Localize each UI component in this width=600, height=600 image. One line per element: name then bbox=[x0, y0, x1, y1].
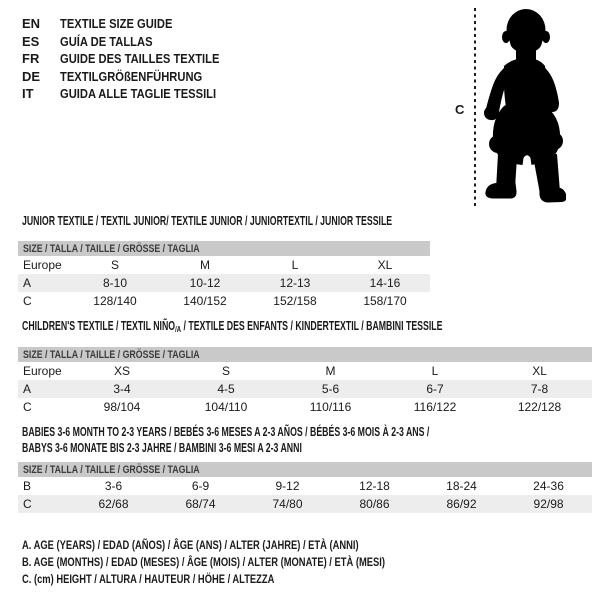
size-band-label: SIZE / TALLA / TAILLE / GRÖSSE / TAGLIA bbox=[23, 349, 200, 361]
table-cell: 68/74 bbox=[157, 495, 244, 513]
table-cell: 10-12 bbox=[160, 274, 250, 292]
table-cell: 86/92 bbox=[418, 495, 505, 513]
table-cell: 24-36 bbox=[533, 479, 564, 493]
table-cell: 12-13 bbox=[250, 274, 340, 292]
language-code: ES bbox=[22, 33, 40, 49]
size-header-band bbox=[18, 241, 430, 256]
table-cell: S bbox=[221, 364, 230, 378]
language-row bbox=[22, 50, 245, 68]
table-cell: C bbox=[23, 294, 32, 308]
children-table-title: CHILDREN'S TEXTILE / TEXTIL NIÑO/A / TEXTILE DES ENFANTS / KINDERTEXTIL / BAMBINI TESSILE bbox=[22, 319, 443, 334]
table-cell: XL bbox=[377, 258, 393, 272]
table-cell: 74/80 bbox=[244, 495, 331, 513]
footnote-a: A. AGE (YEARS) / EDAD (AÑOS) / ÂGE (ANS) / ALTER (JAHRE) / ETÀ (ANNI) bbox=[22, 538, 359, 552]
table-cell: 6-7 bbox=[383, 380, 487, 398]
language-title: TEXTILE SIZE GUIDE bbox=[60, 16, 173, 31]
table-row bbox=[18, 380, 592, 398]
table-row bbox=[18, 292, 430, 310]
size-header-band bbox=[18, 462, 592, 477]
table-cell: 158/170 bbox=[363, 294, 407, 308]
table-cell: 140/152 bbox=[183, 294, 227, 308]
table-cell: L bbox=[291, 258, 299, 272]
table-cell: 6-9 bbox=[191, 479, 210, 493]
language-title: TEXTILGRÖßENFÜHRUNG bbox=[60, 68, 203, 84]
language-row bbox=[22, 85, 245, 103]
language-title: GUIDE DES TAILLES TEXTILE bbox=[60, 51, 220, 66]
toddler-silhouette-icon bbox=[482, 8, 566, 208]
language-title: GUÍA DE TALLAS bbox=[60, 33, 153, 49]
size-band-label: SIZE / TALLA / TAILLE / GRÖSSE / TAGLIA bbox=[23, 243, 200, 255]
table-cell: 12-18 bbox=[359, 479, 390, 493]
table-cell: 18-24 bbox=[446, 479, 477, 493]
table-cell: Europe bbox=[23, 258, 62, 272]
babies-size-table bbox=[18, 462, 592, 513]
table-cell: 8-10 bbox=[70, 274, 160, 292]
height-marker-label: C bbox=[455, 102, 465, 117]
language-code: DE bbox=[22, 68, 41, 84]
footnote-b: B. AGE (MONTHS) / EDAD (MESES) / ÂGE (MOIS) / ALTER (MONATE) / ETÀ (MESI) bbox=[22, 555, 385, 569]
language-row bbox=[22, 33, 245, 51]
table-cell: M bbox=[200, 258, 210, 272]
table-cell: 3-6 bbox=[104, 479, 123, 493]
language-code: FR bbox=[22, 51, 40, 66]
table-cell: 80/86 bbox=[331, 495, 418, 513]
table-cell: 122/128 bbox=[517, 400, 562, 414]
table-cell: L bbox=[431, 364, 439, 378]
table-cell: 116/122 bbox=[413, 400, 457, 414]
table-cell: 3-4 bbox=[70, 380, 174, 398]
size-band-label: SIZE / TALLA / TAILLE / GRÖSSE / TAGLIA bbox=[23, 464, 200, 476]
table-row bbox=[18, 274, 430, 292]
table-cell: XL bbox=[532, 364, 547, 378]
table-cell: M bbox=[325, 364, 336, 378]
table-cell: 92/98 bbox=[505, 495, 592, 513]
footnote-c: C. (cm) HEIGHT / ALTURA / HAUTEUR / HÖHE / ALTEZZA bbox=[22, 572, 275, 586]
language-title: GUIDA ALLE TAGLIE TESSILI bbox=[60, 86, 217, 101]
children-size-table bbox=[18, 347, 592, 416]
table-cell: 9-12 bbox=[275, 479, 300, 493]
table-cell: A bbox=[18, 274, 70, 292]
table-row bbox=[18, 362, 592, 380]
table-cell: Europe bbox=[23, 364, 62, 378]
table-cell: 62/68 bbox=[70, 495, 157, 513]
babies-table-title: BABIES 3-6 MONTH TO 2-3 YEARS / BEBÉS 3-6 MESES A 2-3 AÑOS / BÉBÉS 3-6 MOIS À 2-3 ANS / BABYS 3-6 MONATE BIS 2-3 JAHRE / BAMBINI 3-6 MESI A 2-3 ANNI bbox=[22, 425, 430, 455]
table-cell: C bbox=[23, 400, 32, 414]
footnotes bbox=[22, 537, 487, 588]
language-code: EN bbox=[22, 16, 41, 31]
junior-size-table bbox=[18, 241, 430, 310]
table-cell: 7-8 bbox=[487, 380, 592, 398]
table-row bbox=[18, 256, 430, 274]
table-cell: 110/116 bbox=[309, 400, 352, 414]
table-row bbox=[18, 398, 592, 416]
subscript-text: /A bbox=[175, 324, 182, 334]
junior-table-title: JUNIOR TEXTILE / TEXTIL JUNIOR/ TEXTILE JUNIOR / JUNIORTEXTIL / JUNIOR TESSILE bbox=[22, 214, 393, 228]
size-header-band bbox=[18, 347, 592, 362]
table-cell: C bbox=[18, 495, 70, 513]
table-cell: 14-16 bbox=[340, 274, 430, 292]
table-cell: 152/158 bbox=[273, 294, 317, 308]
table-cell: B bbox=[23, 479, 32, 493]
table-row bbox=[18, 495, 592, 513]
language-code: IT bbox=[22, 86, 34, 101]
table-cell: XS bbox=[113, 364, 130, 378]
table-cell: 98/104 bbox=[103, 400, 141, 414]
height-dashed-line bbox=[474, 8, 476, 207]
table-cell: 128/140 bbox=[93, 294, 137, 308]
language-row bbox=[22, 68, 245, 86]
language-list bbox=[22, 15, 245, 103]
table-cell: S bbox=[110, 258, 119, 272]
table-cell: 4-5 bbox=[174, 380, 278, 398]
table-cell: 5-6 bbox=[278, 380, 383, 398]
language-row bbox=[22, 15, 245, 33]
table-row bbox=[18, 477, 592, 495]
table-cell: 104/110 bbox=[204, 400, 248, 414]
table-cell: A bbox=[18, 380, 70, 398]
